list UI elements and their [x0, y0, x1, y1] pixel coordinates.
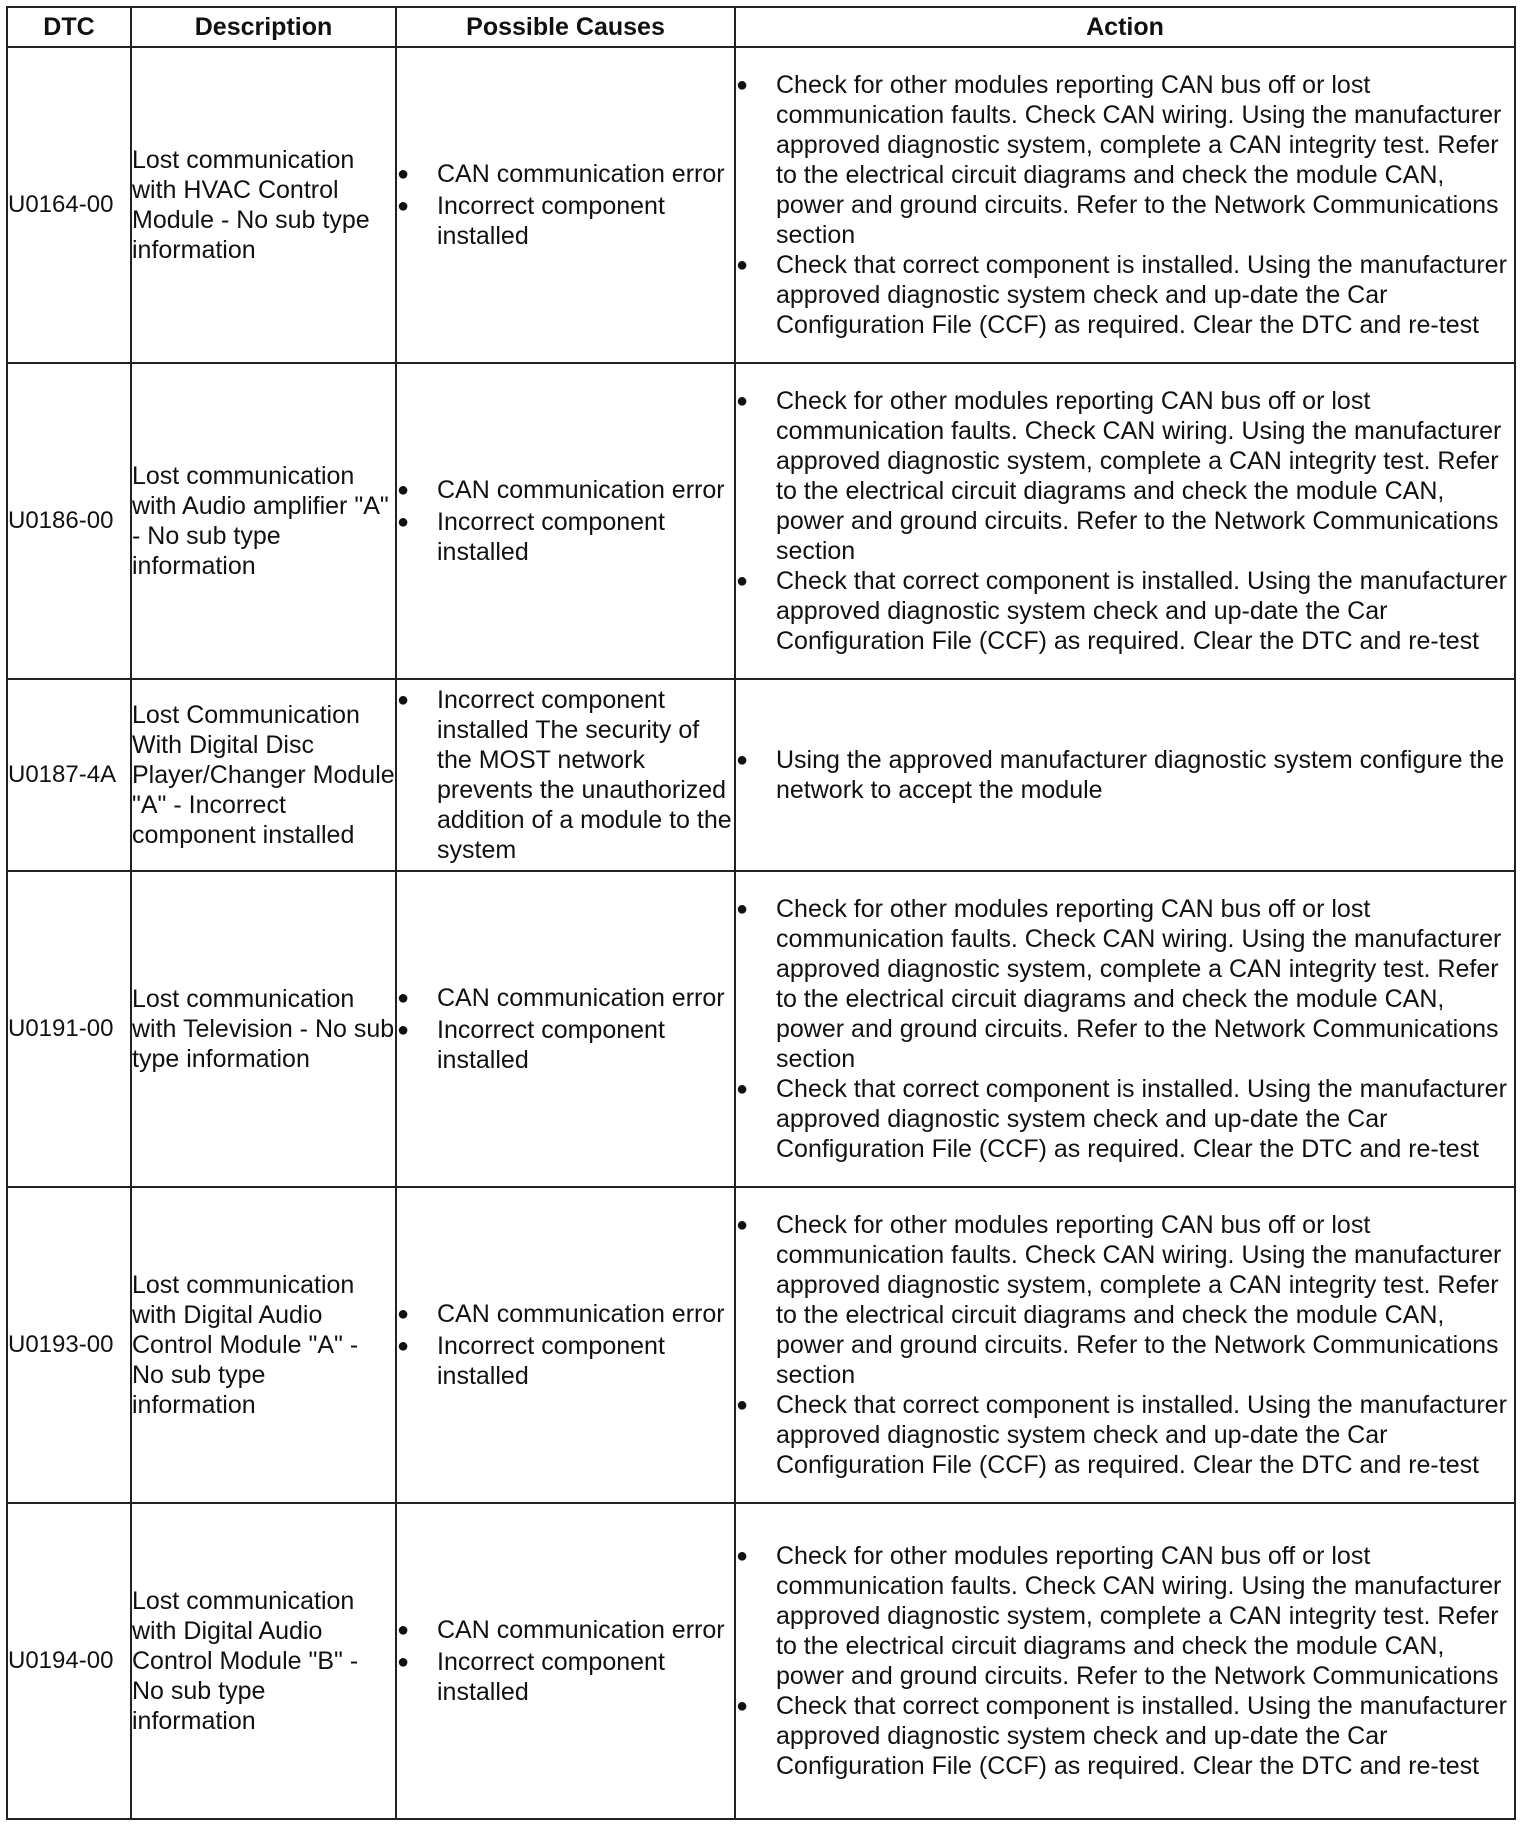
dtc-description: Lost Communication With Digital Disc Player/Changer Module "A" - Incorrect component installed — [131, 679, 396, 871]
dtc-code: U0164-00 — [7, 47, 131, 363]
header-description: Description — [131, 7, 396, 47]
header-row — [7, 7, 1515, 47]
causes-list — [397, 159, 734, 251]
dtc-table — [6, 6, 1516, 1820]
action — [735, 1503, 1515, 1819]
causes-list — [397, 1299, 734, 1391]
cause-item: ● Incorrect component installed — [397, 1331, 734, 1391]
dtc-description: Lost communication with Audio amplifier "A" - No sub type information — [131, 363, 396, 679]
cause-item: ● CAN communication error — [397, 1615, 734, 1645]
action-item: ● Check that correct component is installed. Using the manufacturer approved diagnostic system check and up-date the Car Configuration File (CCF) as required. Clear the DTC and re-test — [736, 1691, 1514, 1781]
dtc-description: Lost communication with Television - No sub type information — [131, 871, 396, 1187]
action — [735, 363, 1515, 679]
action — [735, 1187, 1515, 1503]
possible-causes — [396, 1187, 735, 1503]
action-item: ● Check that correct component is installed. Using the manufacturer approved diagnostic system check and up-date the Car Configuration File (CCF) as required. Clear the DTC and re-test — [736, 566, 1514, 656]
dtc-code: U0191-00 — [7, 871, 131, 1187]
dtc-description: Lost communication with Digital Audio Control Module "B" - No sub type information — [131, 1503, 396, 1819]
action-item: ● Check for other modules reporting CAN bus off or lost communication faults. Check CAN wiring. Using the manufacturer approved diagnostic system, complete a CAN integrity test. Refer to the electrical circuit diagrams and check the module CAN, power and ground circuits. Refer to the Network Communications section — [736, 1210, 1514, 1390]
action — [735, 871, 1515, 1187]
causes-list — [397, 685, 734, 865]
action-item: ● Check for other modules reporting CAN bus off or lost communication faults. Check CAN wiring. Using the manufacturer approved diagnostic system, complete a CAN integrity test. Refer to the electrical circuit diagrams and check the module CAN, power and ground circuits. Refer to the Network Communications section — [736, 894, 1514, 1074]
table-row — [7, 363, 1515, 679]
dtc-description: Lost communication with Digital Audio Control Module "A" - No sub type information — [131, 1187, 396, 1503]
table-row — [7, 47, 1515, 363]
cause-item: ● CAN communication error — [397, 159, 734, 189]
actions-list — [736, 70, 1514, 340]
action-item: ● Check that correct component is installed. Using the manufacturer approved diagnostic system check and up-date the Car Configuration File (CCF) as required. Clear the DTC and re-test — [736, 1390, 1514, 1480]
actions-list — [736, 894, 1514, 1164]
header-possible-causes: Possible Causes — [396, 7, 735, 47]
cause-item: ● Incorrect component installed — [397, 191, 734, 251]
possible-causes — [396, 871, 735, 1187]
action-item: ● Check for other modules reporting CAN bus off or lost communication faults. Check CAN wiring. Using the manufacturer approved diagnostic system, complete a CAN integrity test. Refer to the electrical circuit diagrams and check the module CAN, power and ground circuits. Refer to the Network Communications section — [736, 386, 1514, 566]
causes-list — [397, 983, 734, 1075]
action-item: ● Check that correct component is installed. Using the manufacturer approved diagnostic system check and up-date the Car Configuration File (CCF) as required. Clear the DTC and re-test — [736, 250, 1514, 340]
causes-list — [397, 1615, 734, 1707]
table-row — [7, 871, 1515, 1187]
dtc-code: U0187-4A — [7, 679, 131, 871]
possible-causes — [396, 679, 735, 871]
action-item: ● Check for other modules reporting CAN bus off or lost communication faults. Check CAN wiring. Using the manufacturer approved diagnostic system, complete a CAN integrity test. Refer to the electrical circuit diagrams and check the module CAN, power and ground circuits. Refer to the Network Communications section — [736, 70, 1514, 250]
action-item: ● Check that correct component is installed. Using the manufacturer approved diagnostic system check and up-date the Car Configuration File (CCF) as required. Clear the DTC and re-test — [736, 1074, 1514, 1164]
cause-item: ● Incorrect component installed The security of the MOST network prevents the unauthorized addition of a module to the system — [397, 685, 734, 865]
causes-list — [397, 475, 734, 567]
table-header — [7, 7, 1515, 47]
possible-causes — [396, 363, 735, 679]
actions-list — [736, 1541, 1514, 1781]
dtc-description: Lost communication with HVAC Control Module - No sub type information — [131, 47, 396, 363]
dtc-code: U0194-00 — [7, 1503, 131, 1819]
possible-causes — [396, 1503, 735, 1819]
cause-item: ● CAN communication error — [397, 1299, 734, 1329]
table-row — [7, 679, 1515, 871]
header-action: Action — [735, 7, 1515, 47]
header-dtc: DTC — [7, 7, 131, 47]
table-row — [7, 1187, 1515, 1503]
actions-list — [736, 386, 1514, 656]
cause-item: ● Incorrect component installed — [397, 1647, 734, 1707]
action-item: ● Using the approved manufacturer diagnostic system configure the network to accept the module — [736, 745, 1514, 805]
actions-list — [736, 745, 1514, 805]
dtc-code: U0193-00 — [7, 1187, 131, 1503]
cause-item: ● CAN communication error — [397, 983, 734, 1013]
possible-causes — [396, 47, 735, 363]
actions-list — [736, 1210, 1514, 1480]
action — [735, 47, 1515, 363]
dtc-code: U0186-00 — [7, 363, 131, 679]
table-row — [7, 1503, 1515, 1819]
cause-item: ● Incorrect component installed — [397, 507, 734, 567]
cause-item: ● CAN communication error — [397, 475, 734, 505]
action-item: ● Check for other modules reporting CAN bus off or lost communication faults. Check CAN wiring. Using the manufacturer approved diagnostic system, complete a CAN integrity test. Refer to the electrical circuit diagrams and check the module CAN, power and ground circuits. Refer to the Network Communications — [736, 1541, 1514, 1691]
table-body — [7, 47, 1515, 1819]
cause-item: ● Incorrect component installed — [397, 1015, 734, 1075]
action — [735, 679, 1515, 871]
